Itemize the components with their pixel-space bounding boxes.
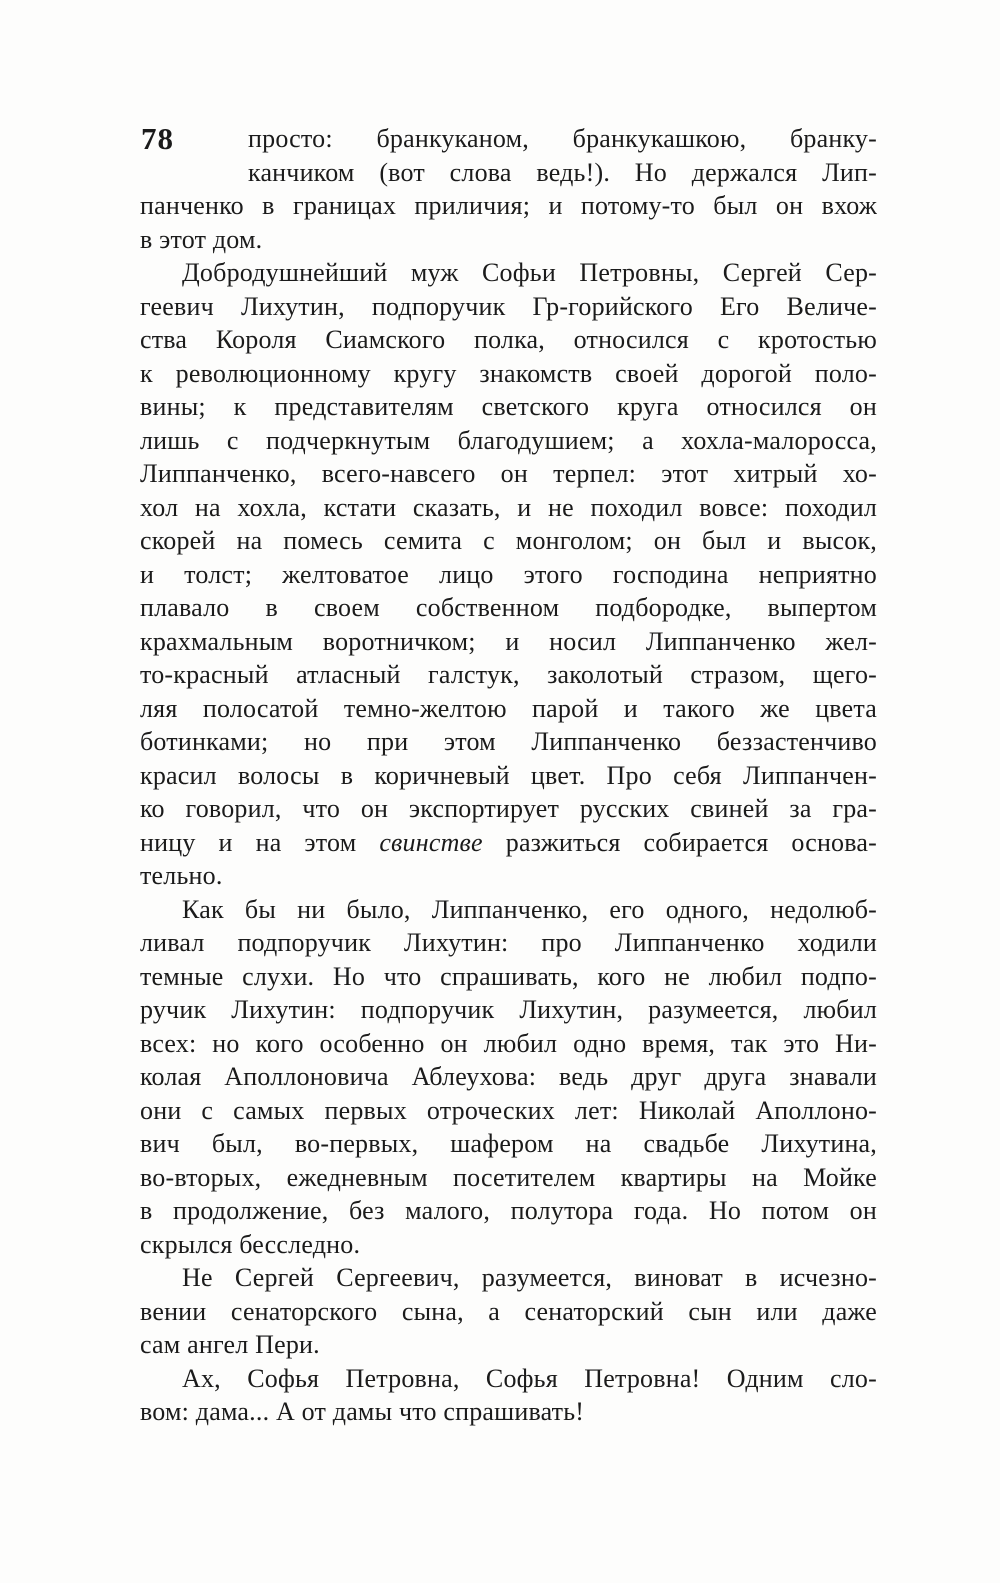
- text-segment: в этот дом.: [140, 224, 263, 254]
- text-line: [140, 558, 877, 592]
- text-line: [140, 1295, 877, 1329]
- text-line: [140, 290, 877, 324]
- text-segment: красил волосы в коричневый цвет. Про себя Липпанчен-: [140, 760, 877, 790]
- text-segment: то-красный атласный галстук, заколотый стразом, щего-: [140, 660, 877, 689]
- text-segment: темные слухи. Но что спрашивать, кого не любил подпо-: [140, 961, 877, 991]
- text-line: [140, 725, 877, 759]
- text-segment: канчиком (вот слова ведь!). Но держался Лип-: [248, 157, 877, 187]
- text-segment: разжиться собирается основа-: [482, 827, 877, 857]
- text-segment: тельно.: [140, 861, 223, 890]
- text-segment: ницу и на этом: [140, 827, 380, 857]
- text-line: [140, 189, 877, 223]
- text-segment: скрылся бесследно.: [140, 1229, 361, 1259]
- text-segment: они с самых первых отроческих лет: Николай Аполлоно-: [140, 1095, 877, 1125]
- text-segment: в продолжение, без малого, полутора года. Но потом он: [140, 1196, 877, 1225]
- text-segment: ботинками; но при этом Липпанченко беззастенчиво: [140, 727, 877, 756]
- text-line: [140, 256, 877, 290]
- text-line: [140, 1027, 877, 1061]
- text-segment: Добродушнейший муж Софьи Петровны, Сергей Сер-: [182, 258, 877, 287]
- text-segment: крахмальным воротничком; и носил Липпанченко жел-: [140, 626, 877, 656]
- text-line: [140, 625, 877, 659]
- text-segment: геевич Лихутин, подпоручик Гр-горийского Его Величе-: [140, 291, 877, 321]
- text-line: [140, 1060, 877, 1094]
- text-line: [140, 926, 877, 960]
- text-line: [140, 658, 877, 692]
- text-segment: хол на хохла, кстати сказать, и не походил вовсе: походил: [140, 492, 877, 522]
- text-line: [140, 491, 877, 525]
- text-line: [140, 893, 877, 927]
- text-segment: вич был, во-первых, шафером на свадьбе Лихутина,: [140, 1129, 877, 1158]
- text-line: [140, 1328, 877, 1362]
- text-segment: Ах, Софья Петровна, Софья Петровна! Одним сло-: [182, 1363, 877, 1393]
- text-segment: вении сенаторского сына, а сенаторский сын или даже: [140, 1296, 877, 1326]
- text-segment: панченко в границах приличия; и потому-то был он вхож: [140, 191, 877, 220]
- text-segment: ручик Лихутин: подпоручик Лихутин, разумеется, любил: [140, 995, 877, 1024]
- text-line: [140, 759, 877, 793]
- text-line: [140, 692, 877, 726]
- text-segment: сам ангел Пери.: [140, 1330, 320, 1359]
- text-line: [140, 1194, 877, 1228]
- text-segment: плавало в своем собственном подбородке, выпертом: [140, 593, 877, 622]
- text-segment: ко говорил, что он экспортирует русских свиней за гра-: [140, 794, 877, 823]
- text-line: [140, 1228, 877, 1262]
- page-number: 78: [141, 121, 174, 156]
- text-lines: [140, 122, 877, 1429]
- text-line: [140, 357, 877, 391]
- text-block: [140, 122, 877, 1429]
- text-segment: колая Аполлоновича Аблеухова: ведь друг друга знавали: [140, 1062, 877, 1091]
- text-line: [140, 524, 877, 558]
- text-line: [140, 591, 877, 625]
- text-line: [140, 960, 877, 994]
- text-segment: ства Короля Сиамского полка, относился с кротостью: [140, 325, 877, 354]
- text-line: [140, 859, 877, 893]
- text-line: [140, 457, 877, 491]
- text-segment: и толст; желтоватое лицо этого господина неприятно: [140, 559, 877, 589]
- text-segment: вины; к представителям светского круга относился он: [140, 392, 877, 421]
- text-line: [140, 1127, 877, 1161]
- text-segment: Не Сергей Сергеевич, разумеется, виноват в исчезно-: [182, 1263, 877, 1292]
- text-line: [140, 1161, 877, 1195]
- text-segment: Липпанченко, всего-навсего он терпел: этот хитрый хо-: [140, 459, 877, 488]
- text-line: [140, 993, 877, 1027]
- text-line: [140, 223, 877, 257]
- text-line: [140, 323, 877, 357]
- text-segment: во-вторых, ежедневным посетителем квартиры на Мойке: [140, 1162, 877, 1192]
- text-line: [140, 826, 877, 860]
- text-line: [140, 390, 877, 424]
- text-line: [140, 1261, 877, 1295]
- text-segment: ляя полосатой темно-желтою парой и такого же цвета: [140, 693, 877, 723]
- text-segment: вом: дама... А от дамы что спрашивать!: [140, 1397, 585, 1426]
- text-line: [140, 156, 877, 190]
- text-line: [140, 1362, 877, 1396]
- text-segment: скорей на помесь семита с монголом; он был и высок,: [140, 526, 877, 555]
- text-segment: Как бы ни было, Липпанченко, его одного, недолюб-: [182, 894, 877, 924]
- italic-word: свинстве: [379, 827, 483, 857]
- text-line: [140, 1395, 877, 1429]
- text-line: [140, 122, 877, 156]
- text-segment: лишь с подчеркнутым благодушием; а хохла-малоросса,: [140, 425, 877, 455]
- text-line: [140, 424, 877, 458]
- text-segment: ливал подпоручик Лихутин: про Липпанченко ходили: [140, 928, 877, 957]
- text-line: [140, 792, 877, 826]
- text-line: [140, 1094, 877, 1128]
- text-segment: всех: но кого особенно он любил одно время, так это Ни-: [140, 1028, 877, 1058]
- text-segment: просто: бранкуканом, бранкукашкою, бранку-: [248, 124, 877, 153]
- text-segment: к революционному кругу знакомств своей дорогой поло-: [140, 358, 877, 388]
